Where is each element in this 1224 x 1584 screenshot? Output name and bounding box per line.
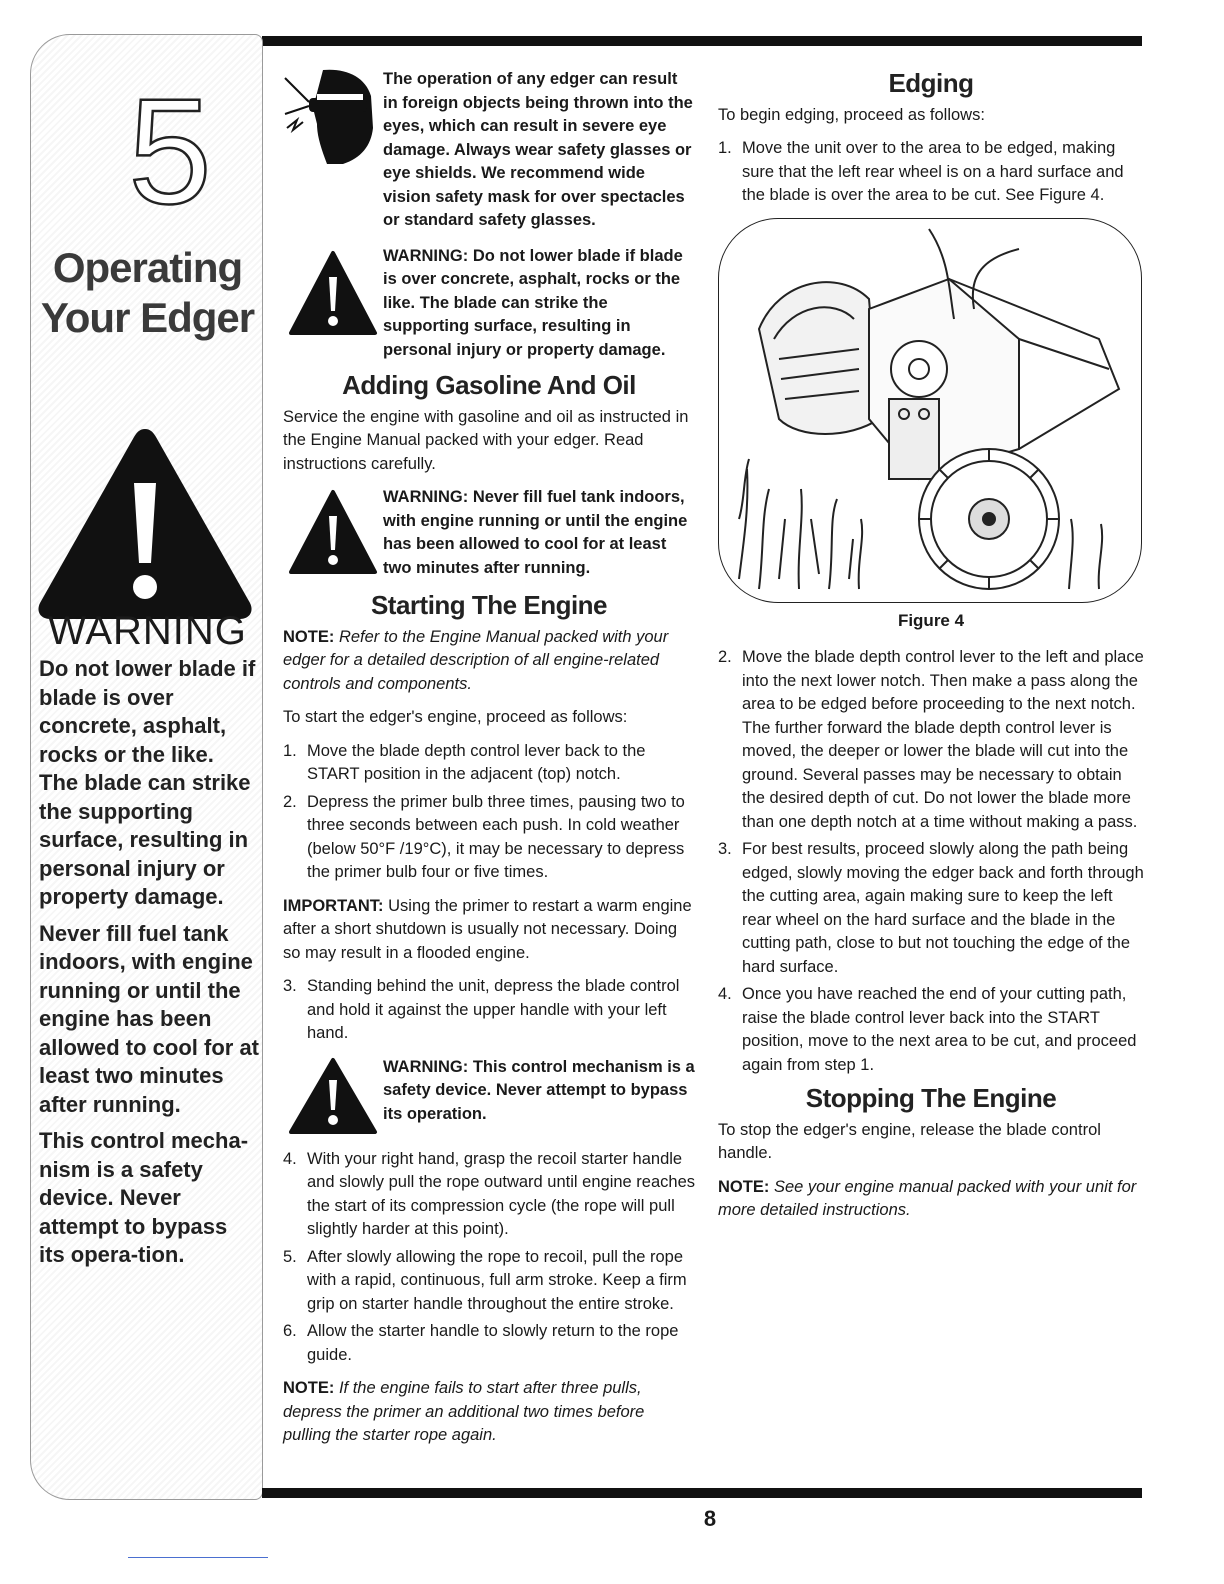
starting-engine-heading: Starting The Engine (370, 590, 608, 620)
warning-text-2: WARNING: Never fill fuel tank indoors, with engine running or until the engine has been allowed to cool for at least two minutes after running. (383, 488, 688, 577)
adding-gasoline-text: Service the engine with gasoline and oil as instructed in the Engine Manual packed with your edger. Read instructions carefully. (283, 407, 689, 473)
list-item (283, 1320, 695, 1367)
top-rule (262, 36, 1142, 46)
note-2-label: NOTE: (283, 1379, 335, 1397)
edging-steps-a (718, 137, 1144, 208)
list-item (283, 791, 695, 885)
step-text: Depress the primer bulb three times, pausing two to three seconds between each push. In cold weather (below 50°F /19°C), it may be necessary to depress the primer bulb four or five times. (307, 792, 685, 881)
eye-warning-text: The operation of any edger can result in foreign objects being thrown into the eyes, which can result in severe eye damage. Always wear safety glasses or eye shields. We recommend wide vision safety mask for over spectacles or standard safety glasses. (383, 70, 693, 229)
chapter-number-graphic (115, 75, 225, 220)
step-text: Standing behind the unit, depress the blade control and hold it against the upper handle with your left hand. (307, 977, 680, 1042)
step-text: Once you have reached the end of your cutting path, raise the blade control lever back into the START position, move to the next area to be cut, and proceed again from step 1. (742, 985, 1137, 1074)
list-item (718, 137, 1144, 208)
step-text: Move the blade depth control lever back to the START position in the adjacent (top) notch. (307, 741, 646, 783)
sidebar-warning-text (39, 655, 259, 1278)
sidebar-warning-heading: WARNING (48, 609, 247, 653)
list-item (718, 838, 1144, 979)
chapter-title-line2: Your Edger (40, 294, 255, 341)
chapter-number: 5 (128, 75, 212, 220)
note-2-text: If the engine fails to start after three pulls, depress the primer an additional two times before pulling the starter rope again. (283, 1379, 645, 1444)
page-number: 8 (703, 1506, 717, 1531)
important-note (283, 895, 695, 966)
step-number: 4. (283, 1149, 297, 1168)
step-text: For best results, proceed slowly along the path being edged, slowly moving the edger back and forth through the cutting area, again making sure to keep the left rear wheel on the hard surface and the blade in the cutting path, close to but not touching the edge of the hard surface. (742, 840, 1144, 976)
edging-heading: Edging (888, 68, 974, 98)
warning-triangle-icon (283, 1056, 383, 1136)
edging-steps-b (718, 646, 1144, 1077)
list-item (718, 983, 1144, 1077)
step-number: 2. (718, 648, 732, 666)
important-label: IMPORTANT: (283, 896, 384, 915)
scan-artifact-line (128, 1557, 268, 1558)
warning-triangle-icon (34, 423, 256, 623)
stopping-engine-heading: Stopping The Engine (805, 1083, 1057, 1113)
step-number: 3. (283, 977, 297, 995)
right-column (718, 68, 1144, 1233)
start-steps-b (283, 975, 695, 1046)
warning-triangle-icon (283, 486, 383, 582)
step-text: With your right hand, grasp the recoil starter handle and slowly pull the rope outward until engine reaches the start of its compression cycle (the rope will pull slightly harder at this point). (307, 1149, 695, 1238)
chapter-title (31, 243, 263, 343)
note-1-label: NOTE: (283, 627, 335, 646)
warning-block-2 (283, 486, 695, 582)
step-text: Move the blade depth control lever to the left and place into the next lower notch. Then make a pass along the area to be edged before proceeding to the next notch. The further forward the blade depth control lever is moved, the deeper or lower the blade will cut into the ground. Several passes may be necessary to obtain the desired depth of cut. Do not lower the blade more than one depth notch at a time without making a pass. (742, 648, 1144, 831)
bottom-rule (262, 1488, 1142, 1498)
note-2 (283, 1377, 695, 1448)
edging-intro: To begin edging, proceed as follows: (718, 105, 985, 124)
warning-text-1: WARNING: Do not lower blade if blade is over concrete, asphalt, rocks or the like. The blade can strike the supporting surface, resulting in personal injury or property damage. (383, 246, 683, 359)
list-item (718, 646, 1144, 834)
edger-wheel-illustration (719, 219, 1142, 603)
important-text: Using the primer to restart a warm engine after a short shutdown is usually not necessary. Doing so may result in a flooded engine. (283, 896, 692, 962)
stopping-note-label: NOTE: (718, 1177, 770, 1196)
start-steps-a (283, 740, 695, 885)
note-1-text: Refer to the Engine Manual packed with your edger for a detailed description of all engine-related controls and components. (283, 627, 669, 693)
safety-glasses-icon (283, 68, 383, 178)
eye-warning-block (283, 68, 695, 233)
step-number: 1. (283, 741, 297, 760)
warning-text-3: WARNING: This control mechanism is a safety device. Never attempt to bypass its operation. (383, 1057, 695, 1123)
list-item (283, 1246, 695, 1317)
step-text: After slowly allowing the rope to recoil, pull the rope with a rapid, continuous, full arm stroke. Keep a firm grip on starter handle throughout the entire stroke. (307, 1247, 687, 1313)
step-number: 3. (718, 840, 732, 858)
figure-caption: Figure 4 (897, 610, 965, 630)
figure-4-illustration (718, 218, 1142, 603)
warning-block-1 (283, 245, 695, 363)
start-intro: To start the edger's engine, proceed as follows: (283, 708, 628, 726)
sidebar-warning-2: Never fill fuel tank indoors, with engine running or until the engine has been allowed to cool for at least two minutes after running. (39, 920, 260, 1117)
step-text: Move the unit over to the area to be edged, making sure that the left rear wheel is on a hard surface and the blade is over the area to be cut. See Figure 4. (742, 139, 1124, 204)
step-number: 1. (718, 139, 732, 157)
step-number: 5. (283, 1247, 297, 1266)
step-number: 4. (718, 985, 732, 1003)
sidebar-warning-3: This control mecha-nism is a safety device. Never attempt to bypass its opera-tion. (39, 1128, 249, 1267)
list-item (283, 740, 695, 787)
stopping-text: To stop the edger's engine, release the blade control handle. (718, 1120, 1101, 1162)
list-item (283, 975, 695, 1046)
stopping-note (718, 1176, 1144, 1223)
step-number: 6. (283, 1322, 297, 1340)
note-1 (283, 626, 695, 697)
warning-triangle-icon (283, 245, 383, 345)
step-text: Allow the starter handle to slowly return to the rope guide. (307, 1322, 679, 1364)
start-steps-c (283, 1148, 695, 1368)
chapter-sidebar (30, 34, 263, 1500)
list-item (283, 1148, 695, 1242)
middle-column (283, 68, 695, 1458)
warning-block-3 (283, 1056, 695, 1136)
adding-gasoline-heading: Adding Gasoline And Oil (342, 370, 636, 400)
stopping-note-text: See your engine manual packed with your unit for more detailed instructions. (718, 1177, 1137, 1219)
chapter-title-line1: Operating (52, 244, 243, 291)
sidebar-warning-1: Do not lower blade if blade is over concrete, asphalt, rocks or the like. The blade can strike the supporting surface, resulting in personal injury or property damage. (39, 656, 256, 909)
step-number: 2. (283, 792, 297, 811)
